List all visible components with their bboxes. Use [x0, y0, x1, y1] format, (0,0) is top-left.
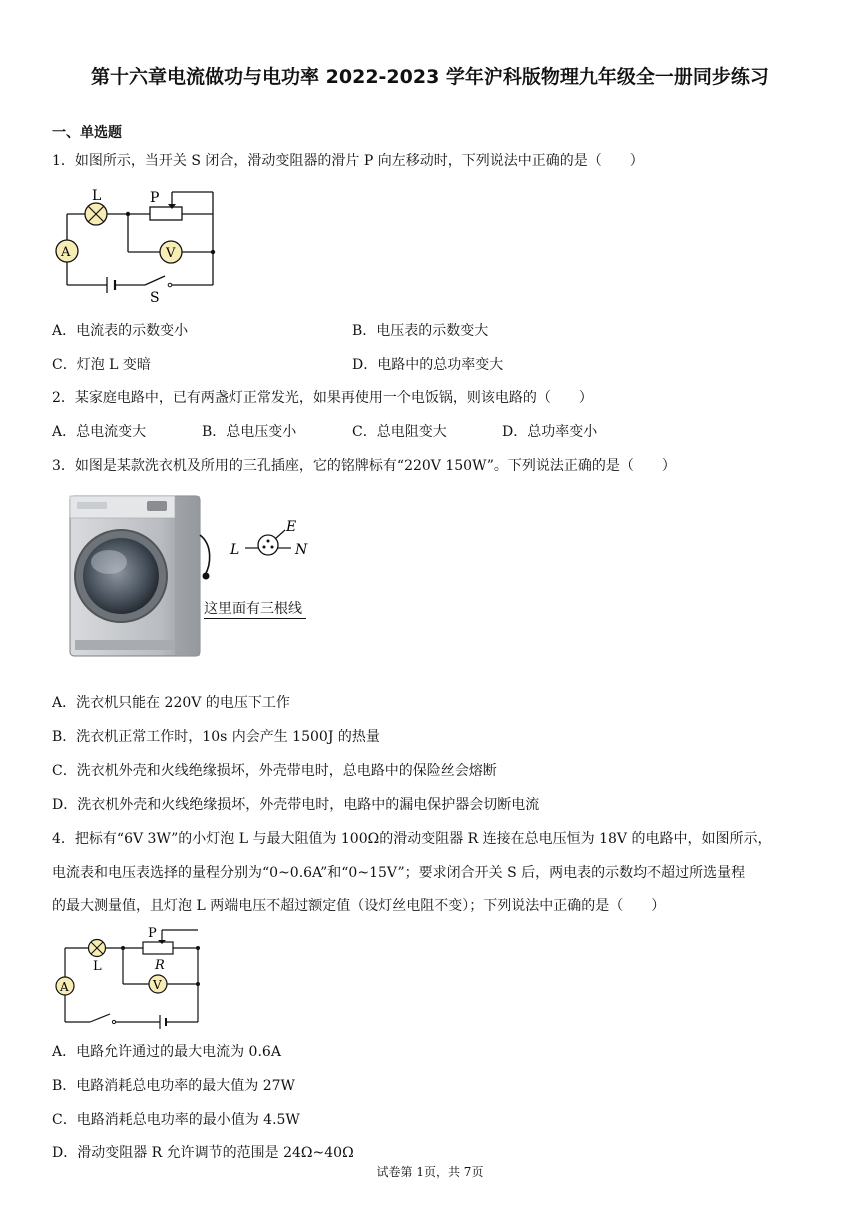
- q1-slider-label: P: [150, 190, 160, 206]
- q4-circuit-diagram: [50, 922, 210, 1032]
- cable-note-underline: [204, 618, 306, 619]
- socket-live-label: L: [230, 542, 240, 558]
- q2-stem: 2．某家庭电路中，已有两盏灯正常发光，如果再使用一个电饭锅，则该电路的（ ）: [52, 390, 593, 406]
- socket-neutral-label: N: [295, 542, 308, 558]
- socket-earth-label: E: [286, 519, 297, 535]
- q1-stem: 1．如图所示，当开关 S 闭合，滑动变阻器的滑片 P 向左移动时，下列说法中正确的是（ ）: [52, 153, 644, 169]
- q1-ammeter-label: A: [61, 245, 71, 260]
- q4-option-d[interactable]: D．滑动变阻器 R 允许调节的范围是 24Ω~40Ω: [52, 1145, 354, 1161]
- q1-lamp-label: L: [92, 188, 102, 204]
- q1-option-b[interactable]: B．电压表的示数变大: [352, 323, 489, 339]
- q2-option-d[interactable]: D．总功率变小: [502, 424, 598, 440]
- q1-circuit-diagram: [50, 180, 230, 305]
- section-heading: 一、单选题: [52, 125, 122, 141]
- q4-option-a[interactable]: A．电路允许通过的最大电流为 0.6A: [52, 1044, 281, 1060]
- page-footer: 试卷第 1页，共 7页: [376, 1165, 484, 1179]
- cable-note: 这里面有三根线: [204, 601, 302, 617]
- q4-option-c[interactable]: C．电路消耗总电功率的最小值为 4.5W: [52, 1112, 300, 1128]
- q4-lamp-label: L: [93, 959, 102, 974]
- q3-option-d[interactable]: D．洗衣机外壳和火线绝缘损坏，外壳带电时，电路中的漏电保护器会切断电流: [52, 797, 540, 813]
- q3-option-a[interactable]: A．洗衣机只能在 220V 的电压下工作: [52, 695, 290, 711]
- q2-option-b[interactable]: B．总电压变小: [202, 424, 297, 440]
- q3-stem: 3．如图是某款洗衣机及所用的三孔插座，它的铭牌标有“220V 150W”。下列说法正确的是（ ）: [52, 458, 676, 474]
- q4-rheostat-label: R: [155, 958, 165, 973]
- q4-stem-line-1: 4．把标有“6V 3W”的小灯泡 L 与最大阻值为 100Ω的滑动变阻器 R 连接在总电压恒为 18V 的电路中，如图所示，: [52, 831, 772, 847]
- q3-option-b[interactable]: B．洗衣机正常工作时，10s 内会产生 1500J 的热量: [52, 729, 380, 745]
- q1-switch-label: S: [150, 290, 160, 305]
- washing-machine-image: [65, 490, 215, 662]
- three-hole-socket-diagram: [225, 515, 315, 565]
- q4-stem-line-3: 的最大测量值，且灯泡 L 两端电压不超过额定值（设灯丝电阻不变）；下列说法中正确的是（ ）: [52, 898, 666, 914]
- q1-option-c[interactable]: C．灯泡 L 变暗: [52, 357, 151, 373]
- q2-option-a[interactable]: A．总电流变大: [52, 424, 147, 440]
- q1-option-d[interactable]: D．电路中的总功率变大: [352, 357, 504, 373]
- q4-stem-line-2: 电流表和电压表选择的量程分别为“0~0.6A”和“0~15V”；要求闭合开关 S 后，两电表的示数均不超过所选量程: [52, 865, 746, 881]
- q2-option-c[interactable]: C．总电阻变大: [352, 424, 447, 440]
- q4-voltmeter-label: V: [153, 978, 162, 992]
- q3-option-c[interactable]: C．洗衣机外壳和火线绝缘损坏，外壳带电时，总电路中的保险丝会熔断: [52, 763, 497, 779]
- q4-ammeter-label: A: [60, 980, 69, 994]
- q4-slider-label: P: [148, 926, 157, 941]
- q4-option-b[interactable]: B．电路消耗总电功率的最大值为 27W: [52, 1078, 295, 1094]
- page-title: 第十六章电流做功与电功率 2022-2023 学年沪科版物理九年级全一册同步练习: [91, 66, 769, 88]
- q1-voltmeter-label: V: [166, 246, 176, 261]
- q1-option-a[interactable]: A．电流表的示数变小: [52, 323, 189, 339]
